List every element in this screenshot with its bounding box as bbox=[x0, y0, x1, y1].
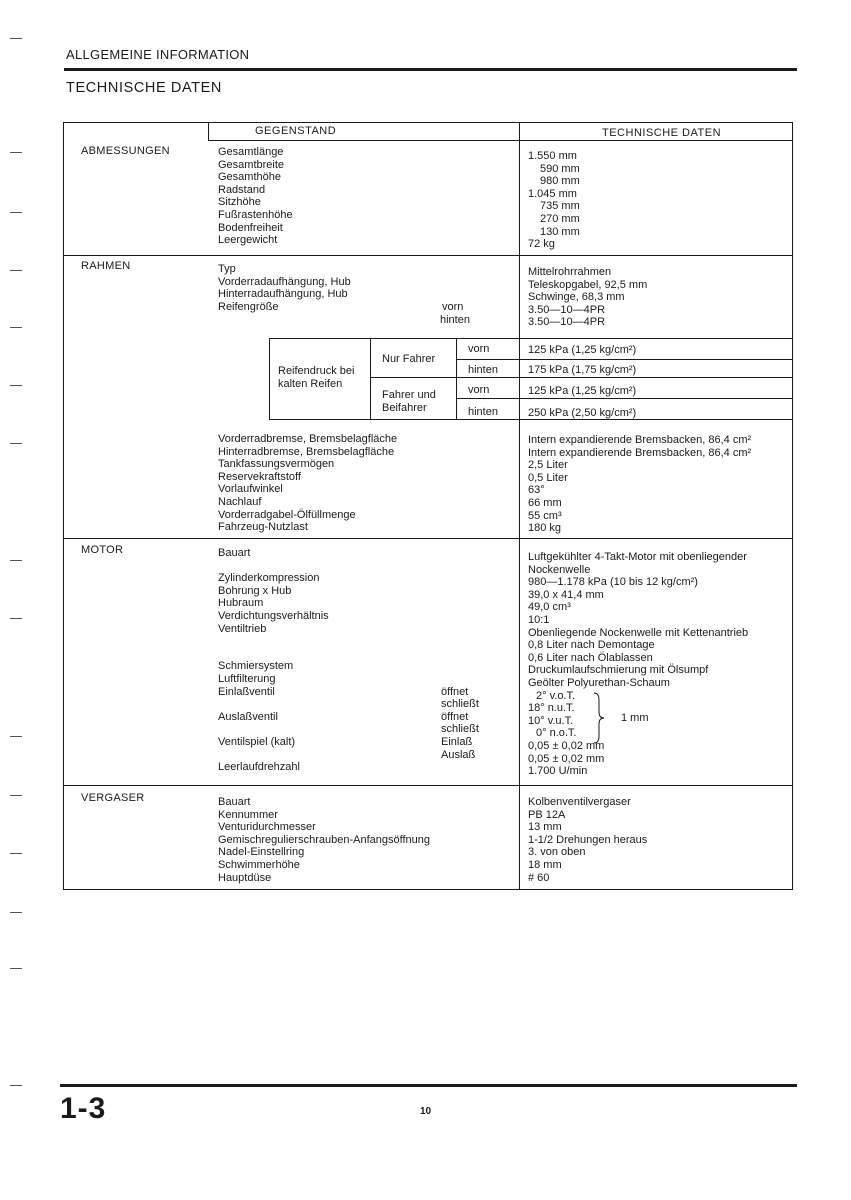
tire-size-front-label: vorn bbox=[442, 301, 464, 313]
rider-only-label: Nur Fahrer bbox=[382, 353, 436, 365]
abmessungen-values: 1.550 mm 590 mm 980 mm 1.045 mm 735 mm 270 mm 130 mm 72 kg bbox=[528, 150, 580, 251]
category-motor: MOTOR bbox=[81, 544, 124, 556]
page-title: TECHNISCHE DATEN bbox=[66, 80, 222, 96]
abmessungen-items: Gesamtlänge Gesamtbreite Gesamthöhe Radstand Sitzhöhe Fußrastenhöhe Bodenfreiheit Leergewicht bbox=[218, 146, 293, 247]
margin-mark bbox=[10, 853, 22, 854]
motor-items: Bauart Zylinderkompression Bohrung x Hub Hubraum Verdichtungsverhältnis Ventiltrieb Schmiersystem Luftfilterung Einlaßventil Auslaßventil Ventilspiel (kalt) Leerlaufdrehzahl bbox=[218, 547, 329, 774]
margin-mark bbox=[10, 795, 22, 796]
tire-pressure-label-2: kalten Reifen bbox=[278, 378, 343, 390]
bottom-rule bbox=[60, 1084, 797, 1087]
page-code: 1-3 bbox=[60, 1092, 107, 1125]
column-header-item: GEGENSTAND bbox=[255, 125, 337, 137]
rahmen-values-2: Intern expandierende Bremsbacken, 86,4 cm² Intern expandierende Bremsbacken, 86,4 cm² 2,5 Liter 0,5 Liter 63° 66 mm 55 cm³ 180 kg bbox=[528, 434, 752, 535]
column-header-value: TECHNISCHE DATEN bbox=[602, 127, 722, 139]
rider-passenger-label-2: Beifahrer bbox=[382, 402, 427, 414]
pressure-value: 250 kPa (2,50 kg/cm²) bbox=[528, 407, 637, 419]
spec-table bbox=[63, 122, 793, 890]
section-title: ALLGEMEINE INFORMATION bbox=[66, 47, 250, 62]
category-abmessungen: ABMESSUNGEN bbox=[81, 145, 170, 157]
margin-mark bbox=[10, 736, 22, 737]
margin-mark bbox=[10, 968, 22, 969]
pressure-position: hinten bbox=[468, 406, 498, 418]
tire-pressure-label: Reifendruck bei bbox=[278, 365, 355, 377]
top-rule bbox=[64, 68, 797, 71]
pressure-value: 125 kPa (1,25 kg/cm²) bbox=[528, 385, 637, 397]
vergaser-values: Kolbenventilvergaser PB 12A 13 mm 1-1/2 Drehungen heraus 3. von oben 18 mm # 60 bbox=[528, 796, 648, 884]
motor-subitems: öffnet schließt öffnet schließt Einlaß Auslaß bbox=[441, 685, 479, 761]
margin-mark bbox=[10, 152, 22, 153]
valve-timing-unit: 1 mm bbox=[621, 712, 649, 724]
margin-mark bbox=[10, 560, 22, 561]
margin-mark bbox=[10, 270, 22, 271]
margin-mark bbox=[10, 443, 22, 444]
vergaser-items: Bauart Kennummer Venturidurchmesser Gemischregulierschrauben-Anfangsöffnung Nadel-Einstellring Schwimmerhöhe Hauptdüse bbox=[218, 796, 430, 884]
category-rahmen: RAHMEN bbox=[81, 260, 131, 272]
rahmen-items-2: Vorderradbremse, Bremsbelagfläche Hinterradbremse, Bremsbelagfläche Tankfassungsvermögen Reservekraftstoff Vorlaufwinkel Nachlauf Vorderradgabel-Ölfüllmenge Fahrzeug-Nutzlast bbox=[218, 433, 398, 534]
margin-mark bbox=[10, 212, 22, 213]
pressure-position: hinten bbox=[468, 364, 498, 376]
pressure-position: vorn bbox=[468, 384, 490, 396]
page-number: 10 bbox=[420, 1106, 432, 1117]
rahmen-values: Mittelrohrrahmen Teleskopgabel, 92,5 mm Schwinge, 68,3 mm 3.50—10—4PR 3.50—10—4PR bbox=[528, 266, 648, 329]
margin-mark bbox=[10, 618, 22, 619]
pressure-position: vorn bbox=[468, 343, 490, 355]
margin-mark bbox=[10, 1085, 22, 1086]
margin-mark bbox=[10, 38, 22, 39]
category-vergaser: VERGASER bbox=[81, 792, 145, 804]
brace-icon bbox=[592, 692, 606, 744]
rahmen-items: Typ Vorderradaufhängung, Hub Hinterradaufhängung, Hub Reifengröße bbox=[218, 263, 351, 313]
rider-passenger-label: Fahrer und bbox=[382, 389, 436, 401]
margin-mark bbox=[10, 327, 22, 328]
motor-values: Luftgekühlter 4-Takt-Motor mit obenliegender Nockenwelle 980—1.178 kPa (10 bis 12 kg/cm²) 39,0 x 41,4 mm 49,0 cm³ 10:1 Obenliegende Nockenwelle mit Kettenantrieb 0,8 Liter nach Demontage 0,6 Liter nach Ölablassen Druckumlaufschmierung mit Ölsumpf Geölter Polyurethan-Schaum 2° v.o.T. 18° n.u.T. 10° v.u.T. 0° n.o.T. 0,05 ± 0,02 mm 0,05 ± 0,02 mm 1.700 U/min bbox=[528, 551, 749, 778]
tire-size-rear-label: hinten bbox=[440, 314, 470, 326]
pressure-value: 175 kPa (1,75 kg/cm²) bbox=[528, 364, 637, 376]
margin-mark bbox=[10, 912, 22, 913]
margin-mark bbox=[10, 385, 22, 386]
pressure-value: 125 kPa (1,25 kg/cm²) bbox=[528, 344, 637, 356]
